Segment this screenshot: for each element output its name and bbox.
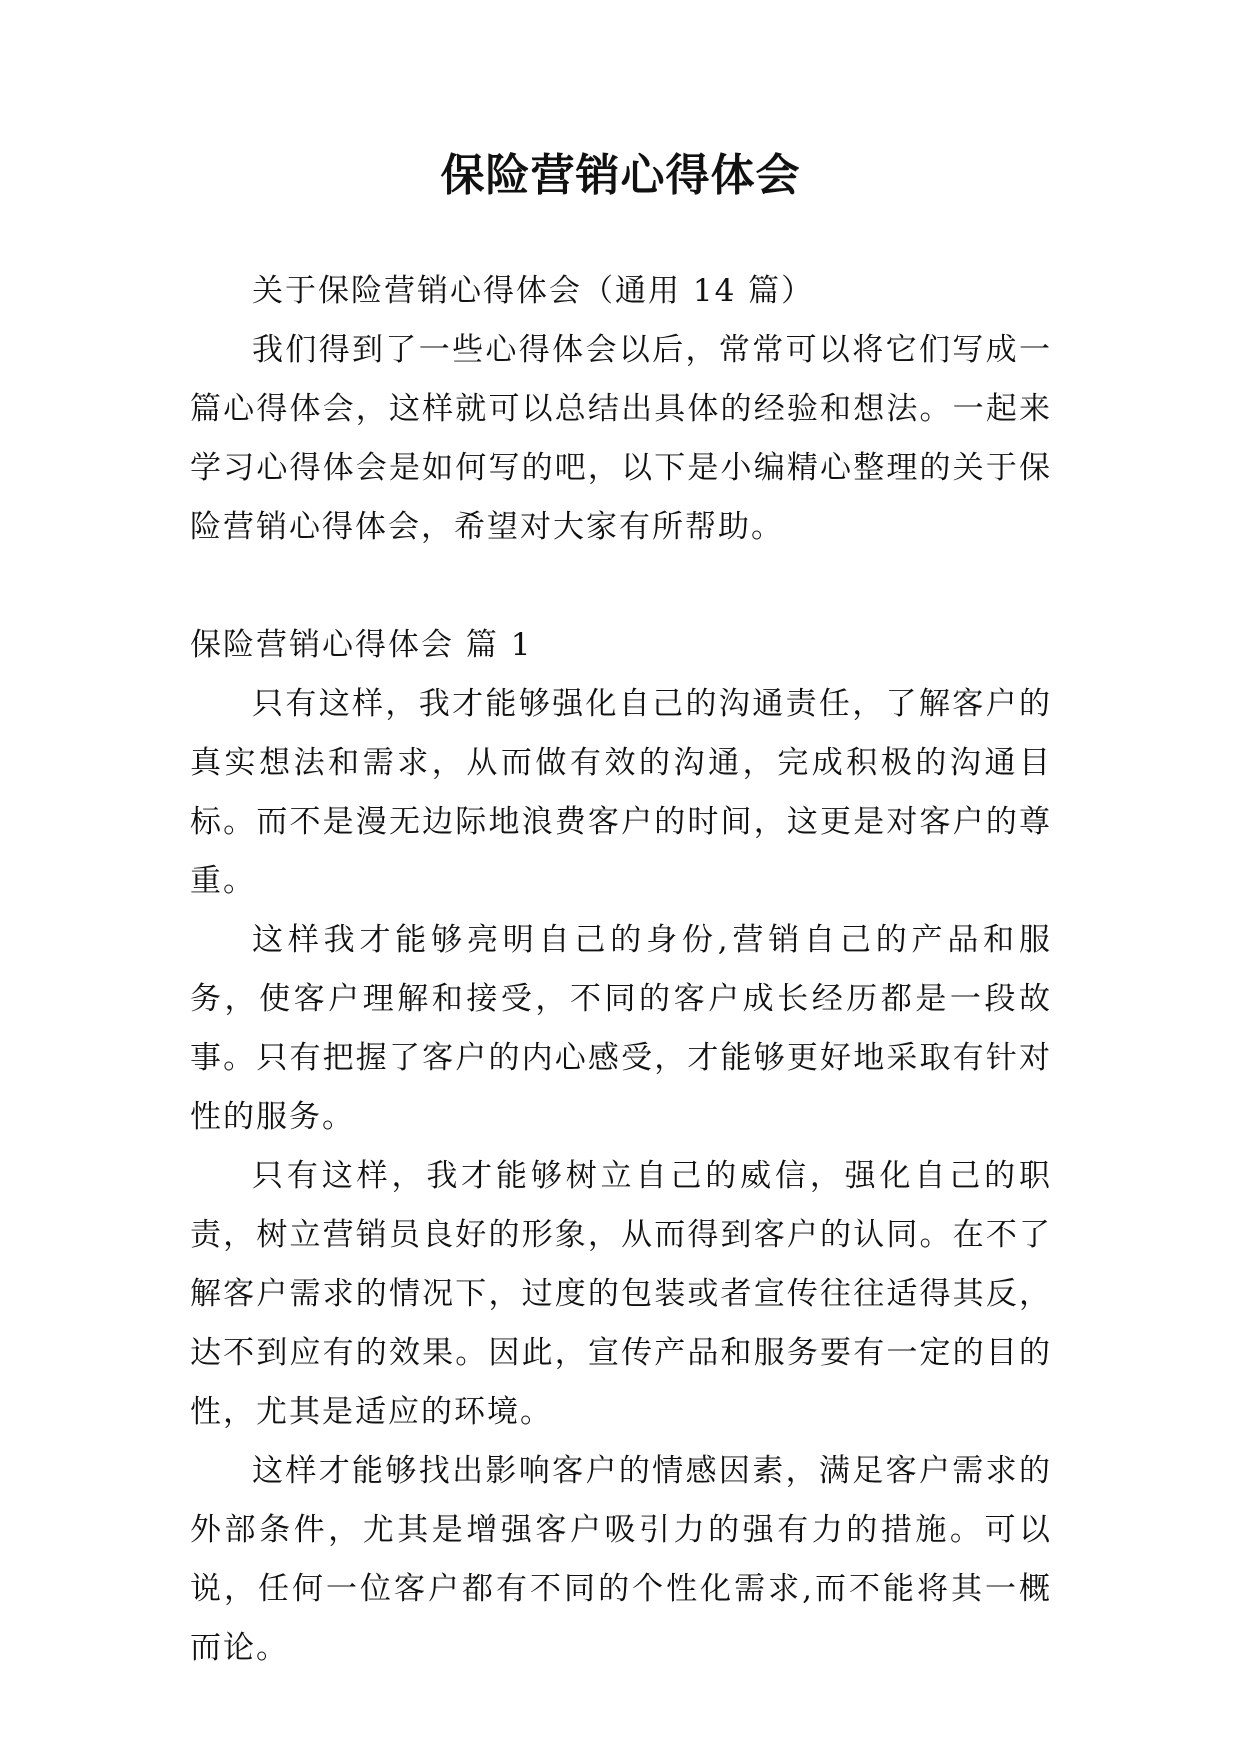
document-body [190, 262, 1052, 1678]
body-paragraph-2: 这样我才能够亮明自己的身份,营销自己的产品和服务，使客户理解和接受，不同的客户成长经历都是一段故事。只有把握了客户的内心感受，才能够更好地采取有针对性的服务。 [190, 922, 1052, 1135]
document-subtitle: 关于保险营销心得体会（通用 14 篇） [252, 273, 815, 309]
intro-paragraph: 我们得到了一些心得体会以后，常常可以将它们写成一篇心得体会，这样就可以总结出具体的经验和想法。一起来学习心得体会是如何写的吧，以下是小编精心整理的关于保险营销心得体会，希望对大家有所帮助。 [190, 332, 1052, 545]
body-paragraph-1: 只有这样，我才能够强化自己的沟通责任，了解客户的真实想法和需求，从而做有效的沟通，完成积极的沟通目标。而不是漫无边际地浪费客户的时间，这更是对客户的尊重。 [190, 686, 1052, 899]
body-paragraph-4: 这样才能够找出影响客户的情感因素，满足客户需求的外部条件，尤其是增强客户吸引力的强有力的措施。可以说，任何一位客户都有不同的个性化需求,而不能将其一概而论。 [190, 1453, 1052, 1666]
section-heading: 保险营销心得体会 篇 1 [190, 627, 533, 663]
document-title: 保险营销心得体会 [440, 150, 801, 201]
body-paragraph-3: 只有这样，我才能够树立自己的威信，强化自己的职责，树立营销员良好的形象，从而得到客户的认同。在不了解客户需求的情况下，过度的包装或者宣传往往适得其反，达不到应有的效果。因此，宣传产品和服务要有一定的目的性，尤其是适应的环境。 [190, 1158, 1052, 1430]
